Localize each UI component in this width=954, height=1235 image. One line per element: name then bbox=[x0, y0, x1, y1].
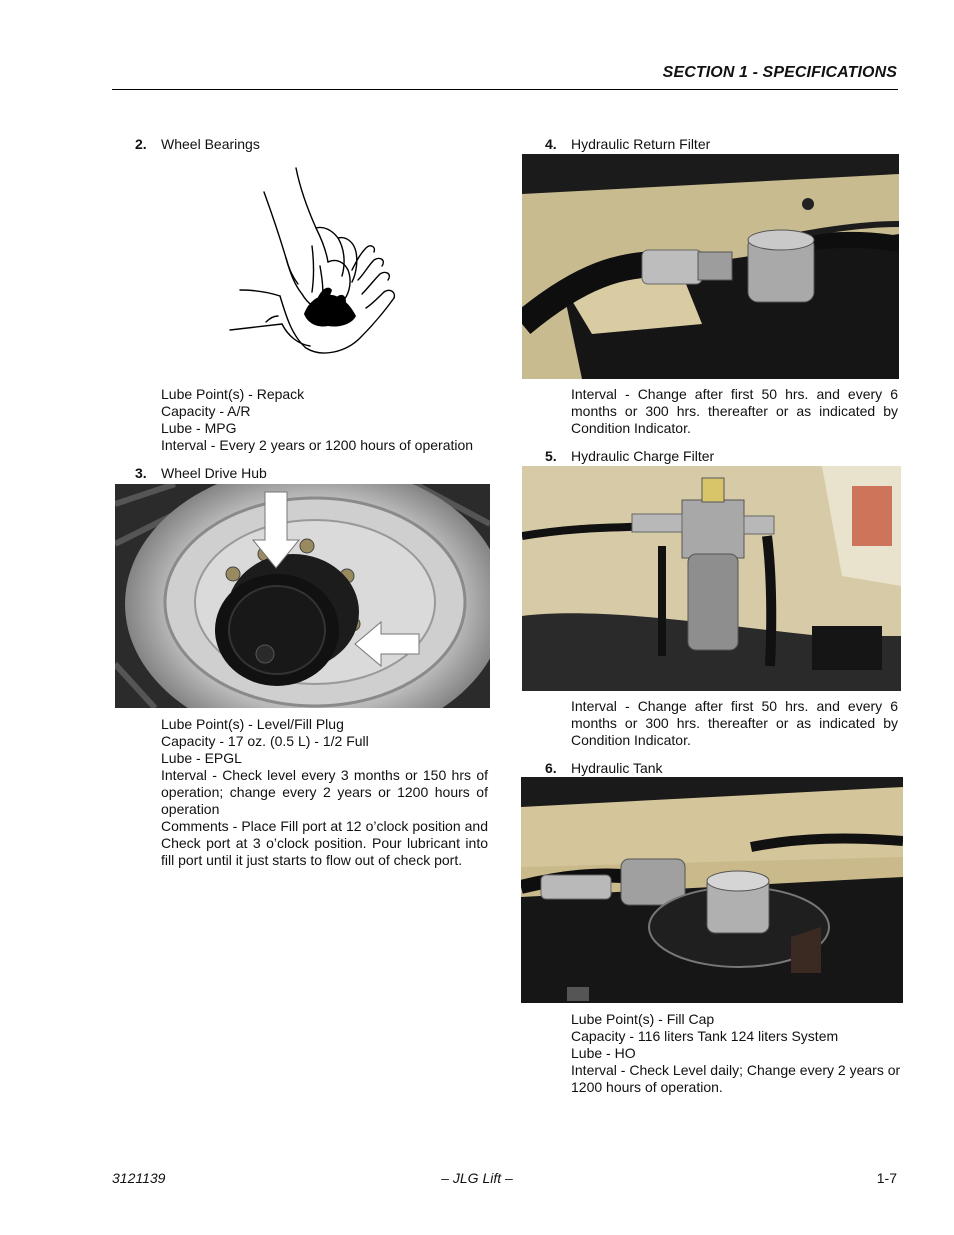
detail-line: Interval - Check level every 3 months or 150 hrs of operation; change every 2 years or 1200 hours of operation bbox=[161, 767, 488, 817]
item-number: 6. bbox=[545, 760, 557, 776]
detail-line: Lube - MPG bbox=[161, 420, 237, 436]
item-details-hydraulic-return-filter bbox=[571, 386, 898, 437]
item-number: 2. bbox=[135, 136, 147, 152]
detail-line: Capacity - 17 oz. (0.5 L) - 1/2 Full bbox=[161, 733, 369, 749]
detail-line: Comments - Place Fill port at 12 o’clock position and Check port at 3 o’clock position. Pour lubricant into fill port until it just starts to flow out of check port. bbox=[161, 818, 488, 868]
item-details-hydraulic-charge-filter bbox=[571, 698, 898, 749]
footer-page-number: 1-7 bbox=[876, 1170, 897, 1186]
item-heading-hydraulic-return-filter bbox=[545, 136, 710, 152]
item-heading-hydraulic-tank bbox=[545, 760, 663, 776]
hydraulic-return-filter-photo bbox=[522, 154, 899, 379]
item-title: Hydraulic Charge Filter bbox=[571, 448, 715, 464]
detail-line: Lube Point(s) - Level/Fill Plug bbox=[161, 716, 344, 732]
item-number: 4. bbox=[545, 136, 557, 152]
item-details-wheel-bearings bbox=[161, 386, 491, 454]
detail-line: Lube Point(s) - Fill Cap bbox=[571, 1011, 715, 1027]
hydraulic-charge-filter-photo bbox=[522, 466, 901, 691]
detail-line: Interval - Change after first 50 hrs. and every 6 months or 300 hrs. thereafter or as indicated by Condition Indicator. bbox=[571, 386, 898, 436]
item-title: Wheel Bearings bbox=[161, 136, 260, 152]
hydraulic-tank-photo bbox=[521, 777, 903, 1003]
section-title: SECTION 1 - SPECIFICATIONS bbox=[662, 64, 897, 81]
detail-line: Interval - Check Level daily; Change every 2 years or 1200 hours of operation. bbox=[571, 1062, 901, 1095]
detail-line: Interval - Change after first 50 hrs. and every 6 months or 300 hrs. thereafter or as indicated by Condition Indicator. bbox=[571, 698, 898, 748]
item-details-wheel-drive-hub bbox=[161, 716, 488, 869]
footer-doc-number: 3121139 bbox=[112, 1170, 166, 1186]
header-rule bbox=[112, 89, 898, 90]
detail-line: Lube - HO bbox=[571, 1045, 636, 1061]
item-number: 3. bbox=[135, 465, 147, 481]
item-title: Hydraulic Return Filter bbox=[571, 136, 711, 152]
item-heading-wheel-drive-hub bbox=[135, 465, 267, 481]
item-title: Wheel Drive Hub bbox=[161, 465, 267, 481]
item-heading-hydraulic-charge-filter bbox=[545, 448, 714, 464]
item-details-hydraulic-tank bbox=[571, 1011, 901, 1096]
wheel-drive-hub-photo bbox=[115, 484, 490, 708]
item-title: Hydraulic Tank bbox=[571, 760, 663, 776]
hand-grease-icon bbox=[228, 166, 400, 362]
detail-line: Capacity - A/R bbox=[161, 403, 251, 419]
detail-line: Lube - EPGL bbox=[161, 750, 242, 766]
item-heading-wheel-bearings bbox=[135, 136, 260, 152]
detail-line: Lube Point(s) - Repack bbox=[161, 386, 305, 402]
item-number: 5. bbox=[545, 448, 557, 464]
footer-center-title: – JLG Lift – bbox=[441, 1170, 513, 1186]
detail-line: Capacity - 116 liters Tank 124 liters System bbox=[571, 1028, 839, 1044]
detail-line: Interval - Every 2 years or 1200 hours of operation bbox=[161, 437, 474, 453]
